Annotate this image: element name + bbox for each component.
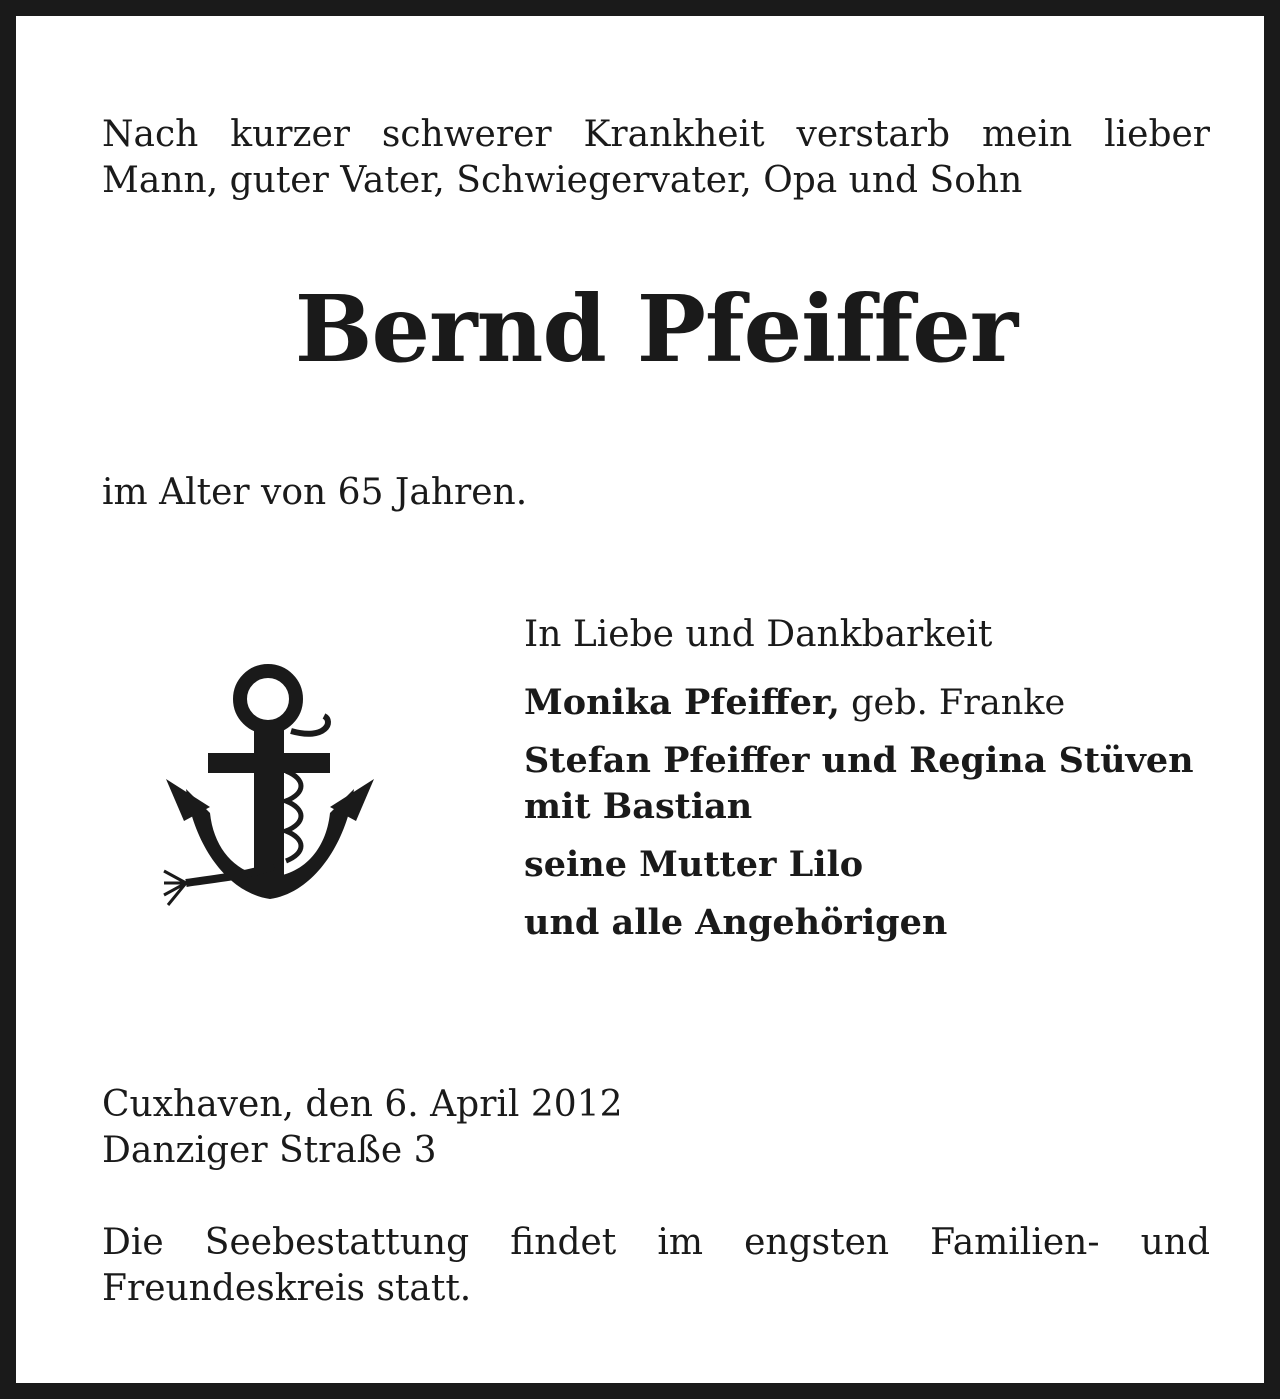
- family-member: [524, 738, 1224, 830]
- place-and-address: [102, 1082, 623, 1174]
- dedication-line: In Liebe und Dankbarkeit: [524, 614, 993, 655]
- family-member: [524, 842, 1224, 888]
- address: Danziger Straße 3: [102, 1130, 437, 1171]
- anchor-icon: [156, 661, 386, 921]
- family-member: [524, 680, 1224, 726]
- family-member-name: Monika Pfeiffer,: [524, 682, 840, 723]
- family-member-suffix: geb. Franke: [839, 683, 1066, 723]
- funeral-note: Die Seebestattung findet im engsten Familien- und Freundeskreis statt.: [102, 1222, 1210, 1309]
- family-member-name: Stefan Pfeiffer und Regina Stüven mit Bastian: [524, 740, 1194, 827]
- place-date: Cuxhaven, den 6. April 2012: [102, 1084, 623, 1125]
- family-member: [524, 900, 1224, 946]
- age-line: im Alter von 65 Jahren.: [102, 472, 528, 513]
- family-member-name: seine Mutter Lilo: [524, 844, 864, 885]
- deceased-name: Bernd Pfeiffer: [294, 275, 1018, 383]
- family-member-name: und alle Angehörigen: [524, 902, 948, 943]
- intro-text: Nach kurzer schwerer Krankheit verstarb mein lieber Mann, guter Vater, Schwiegervater, Opa und Sohn: [102, 114, 1210, 201]
- family-list: [524, 680, 1224, 958]
